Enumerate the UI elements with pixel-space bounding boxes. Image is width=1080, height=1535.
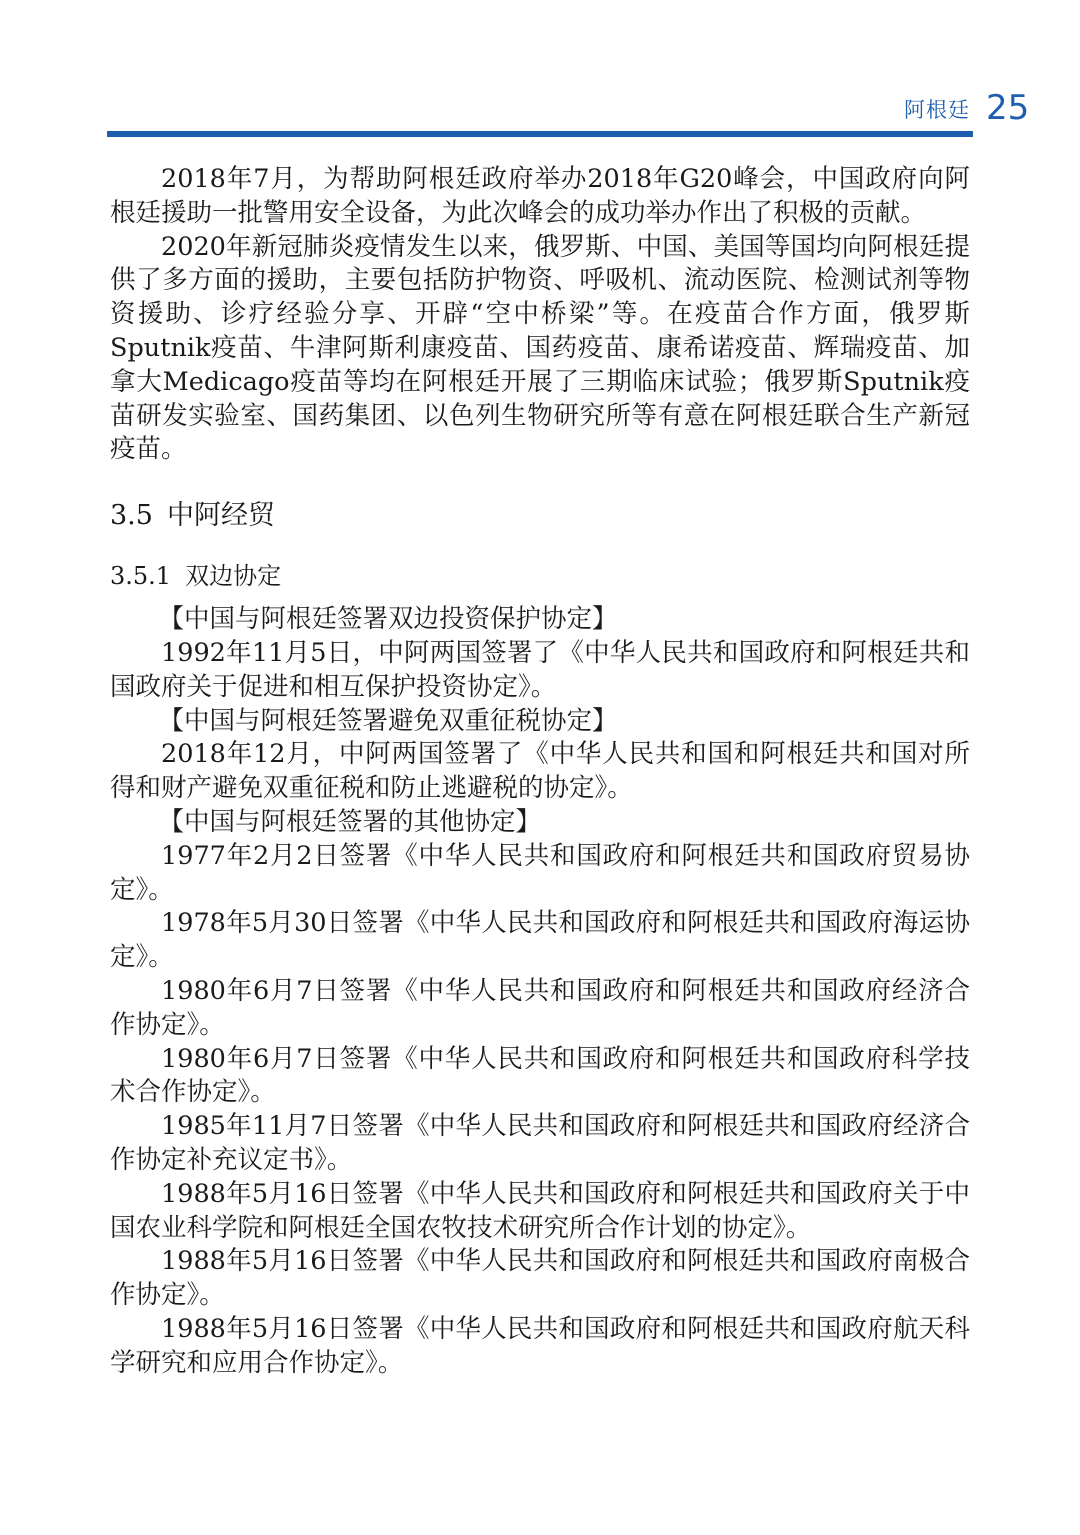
section-heading xyxy=(110,491,970,541)
paragraph-covid-aid: 2020年新冠肺炎疫情发生以来，俄罗斯、中国、美国等国均向阿根廷提供了多方面的援助，主要包括防护物资、呼吸机、流动医院、检测试剂等物资援助、诊疗经验分享、开辟“空中桥梁”等。在疫苗合作方面，俄罗斯Sputnik疫苗、牛津阿斯利康疫苗、国药疫苗、康希诺疫苗、辉瑞疫苗、加拿大Medicago疫苗等均在阿根廷开展了三期临床试验；俄罗斯Sputnik疫苗研发实验室、国药集团、以色列生物研究所等有意在阿根廷联合生产新冠疫苗。 xyxy=(110,231,970,465)
agreement-paragraph: 2018年12月，中阿两国签署了《中华人民共和国和阿根廷共和国对所得和财产避免双重征税和防止逃避税的协定》。 xyxy=(110,739,970,804)
subsection-number: 3.5.1 xyxy=(110,562,172,591)
header-rule xyxy=(107,131,973,137)
agreement-heading-tax: 【中国与阿根廷签署避免双重征税协定】 xyxy=(158,705,618,736)
running-header-country: 阿根廷 xyxy=(904,98,970,122)
agreement-paragraph: 1992年11月5日，中阿两国签署了《中华人民共和国政府和阿根廷共和国政府关于促进和相互保护投资协定》。 xyxy=(110,637,970,702)
subsection-title: 双边协定 xyxy=(185,562,282,591)
agreement-paragraph: 1978年5月30日签署《中华人民共和国政府和阿根廷共和国政府海运协定》。 xyxy=(110,908,970,973)
agreement-paragraph: 1980年6月7日签署《中华人民共和国政府和阿根廷共和国政府科学技术合作协定》。 xyxy=(110,1043,970,1108)
page-body xyxy=(110,163,970,1381)
agreement-paragraph: 1988年5月16日签署《中华人民共和国政府和阿根廷共和国政府南极合作协定》。 xyxy=(110,1246,970,1311)
section-title: 中阿经贸 xyxy=(166,500,275,532)
agreement-paragraph: 1977年2月2日签署《中华人民共和国政府和阿根廷共和国政府贸易协定》。 xyxy=(110,840,970,905)
paragraph-g20-aid: 2018年7月，为帮助阿根廷政府举办2018年G20峰会，中国政府向阿根廷援助一批警用安全设备，为此次峰会的成功举办作出了积极的贡献。 xyxy=(110,164,970,228)
agreement-heading-other: 【中国与阿根廷签署的其他协定】 xyxy=(158,806,541,837)
agreement-paragraph: 1985年11月7日签署《中华人民共和国政府和阿根廷共和国政府经济合作协定补充议定书》。 xyxy=(110,1111,970,1175)
section-number: 3.5 xyxy=(110,500,153,532)
agreement-paragraph: 1988年5月16日签署《中华人民共和国政府和阿根廷共和国政府航天科学研究和应用合作协定》。 xyxy=(110,1313,970,1378)
subsection-heading xyxy=(110,555,970,597)
agreement-heading-investment: 【中国与阿根廷签署双边投资保护协定】 xyxy=(158,604,618,635)
agreement-paragraph: 1980年6月7日签署《中华人民共和国政府和阿根廷共和国政府经济合作协定》。 xyxy=(110,975,970,1040)
agreement-paragraph: 1988年5月16日签署《中华人民共和国政府和阿根廷共和国政府关于中国农业科学院和阿根廷全国农牧技术研究所合作计划的协定》。 xyxy=(110,1178,970,1243)
page-number: 25 xyxy=(986,88,1030,128)
